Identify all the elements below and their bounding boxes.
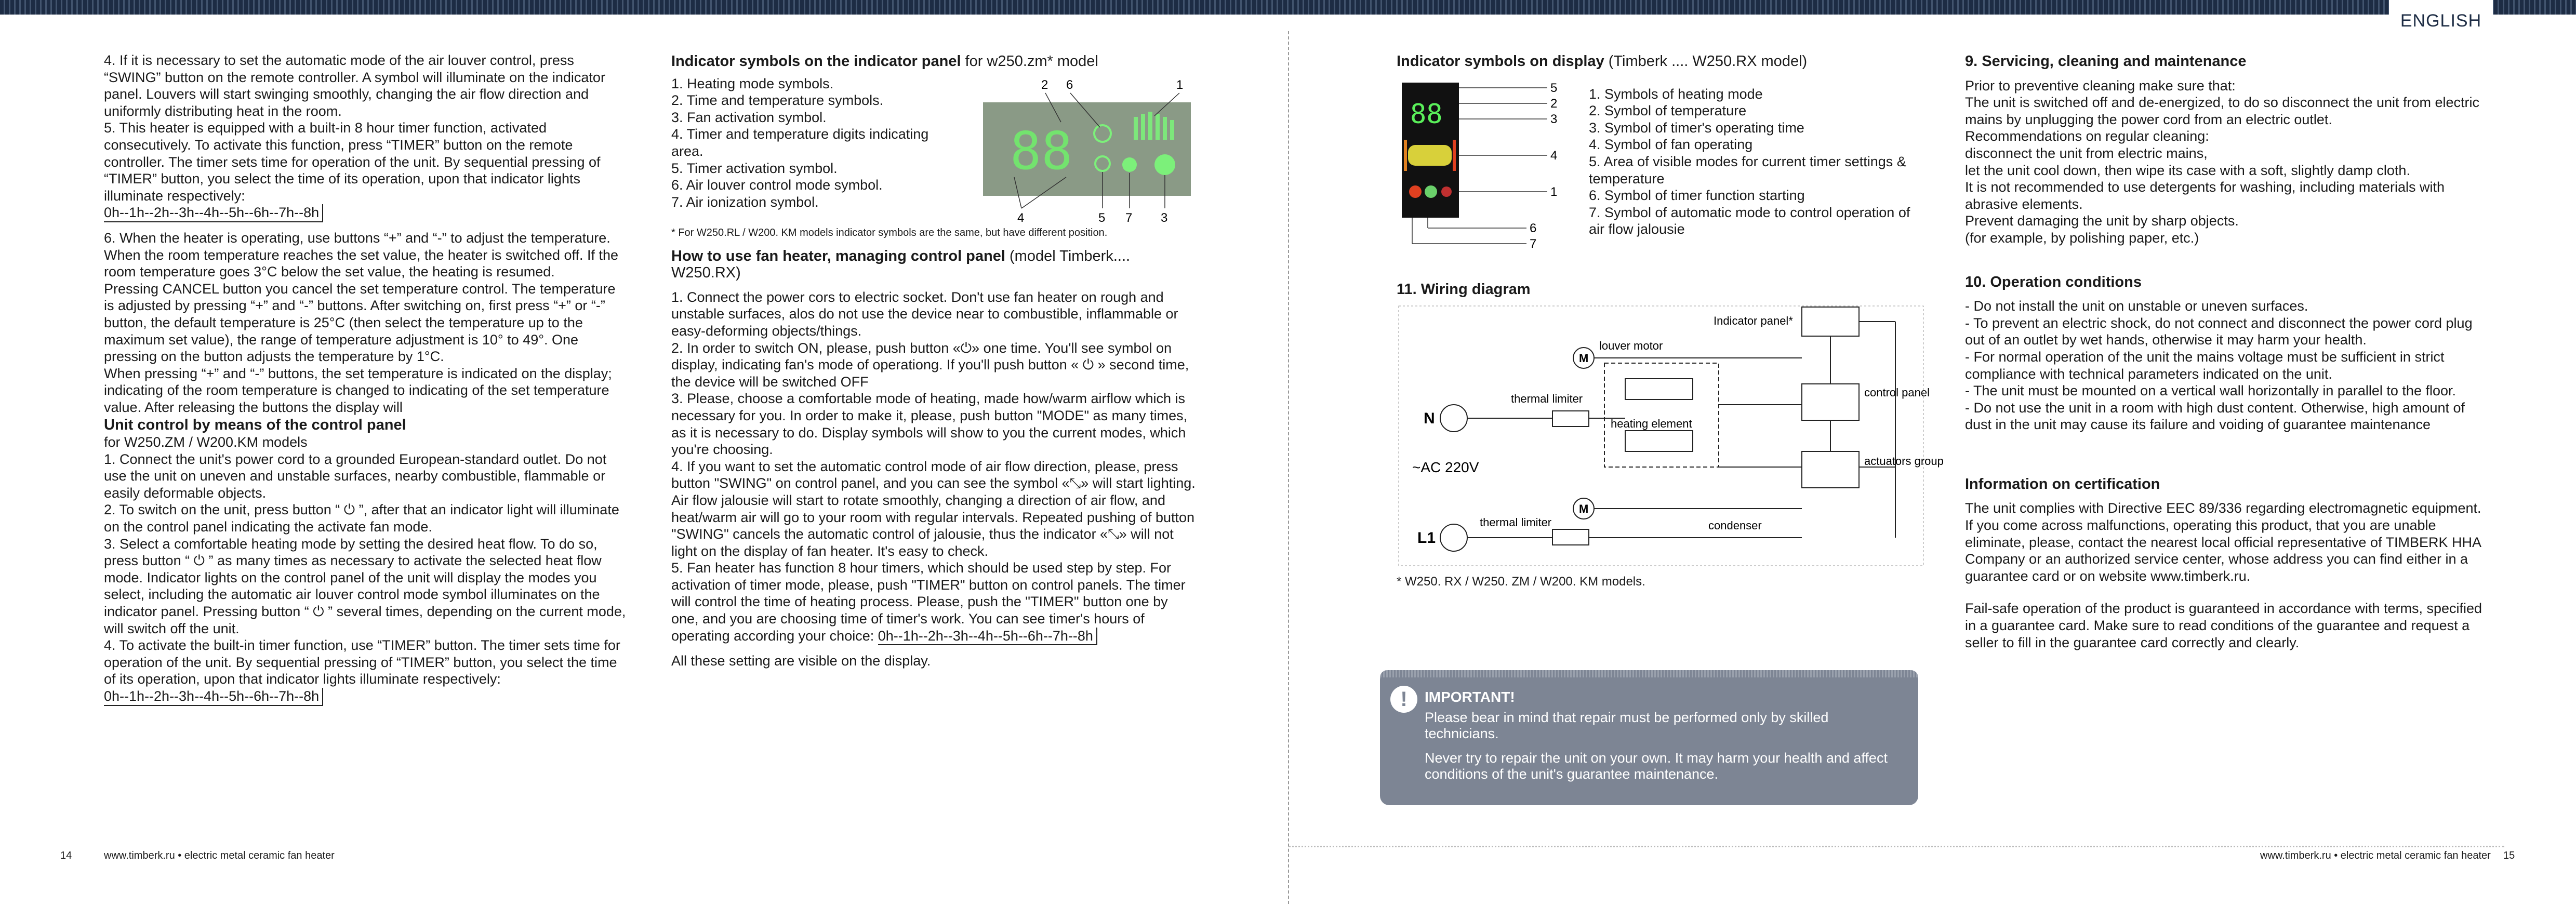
page-divider [1288,31,1289,904]
list-item: 1. Heating mode symbols. [671,75,834,91]
display-illustration [1397,77,1563,254]
ion-icon [1122,157,1137,172]
footer-rule [1289,846,2504,847]
paragraph: All these setting are visible on the display. [671,653,931,669]
paragraph: - The unit must be mounted on a vertical wall horizontally in parallel to the floor. [1965,383,2456,399]
list-item: 3. Fan activation symbol. [671,109,827,125]
display-digits: 88 [1410,98,1443,130]
paragraph: When pressing “+” and “-” buttons, the set temperature is indicated on the display; indicating of the room temperature is changed to indicating of the set temperature value. After releasing the buttons the display will [104,365,612,415]
section-heading: 10. Operation conditions [1965,273,2142,290]
svg-text:3: 3 [1550,112,1558,126]
paragraph: It is not recommended to use detergents for washing, including materials with abrasive elements. [1965,179,2445,212]
wiring-label: Indicator panel* [1714,314,1793,328]
callout-label: 6 [1066,77,1073,92]
wiring-label: thermal limiter [1480,516,1552,529]
list-item: 3. Symbol of timer's operating time [1589,119,1804,136]
page-number: 14 [60,850,72,861]
wiring-label: thermal limiter [1511,392,1583,406]
paragraph: The unit complies with Directive EEC 89/336 regarding electromagnetic equipment. [1965,500,2481,516]
wiring-label: L1 [1417,529,1436,547]
wiring-label: heating element [1611,417,1692,431]
callout-label: 7 [1125,210,1133,225]
paragraph: Pressing CANCEL button you cancel the set temperature control. The temperature is adjusted by pressing “+” and “-” buttons. After switching on, first press “+” or “-” button, the default temperature is 25°C (then select the temperature up to the maximum set value), the range of temperature adjustment is 10° to 49°. One pressing on the button adjusts the temperature by 1°C. [104,281,616,365]
callout-label: 4 [1017,210,1025,225]
svg-text:6: 6 [1530,221,1537,235]
page-number: 15 [2503,850,2515,861]
list-item: 7. Air ionization symbol. [671,194,819,210]
paragraph: 5. Fan heater has function 8 hour timers, which should be used step by step. For activation of timer mode, please, push "TIMER" button on control panels. The timer will control the time of heating process. Please, push the "TIMER" button one by one, and you are choosing time of timer's work. You can see timer's hours of operating according your choice: 0h--1h--2h--3h--4h--5h--6h--7h--8h [671,559,1196,645]
wiring-diagram [1397,301,1944,571]
warning-icon: ! [1390,686,1417,713]
callout-label: 2 [1041,77,1048,92]
section-subheading: for W250.ZM / W200.KM models [104,434,308,450]
list-item: 5. Timer activation symbol. [671,160,838,176]
svg-text:7: 7 [1530,236,1537,251]
display-symbol-list [1589,86,1921,238]
list-item: 6. Symbol of timer function starting [1589,188,1805,204]
callout-label: 1 [1176,77,1184,92]
paragraph: (for example, by polishing paper, etc.) [1965,230,2199,246]
timer-sequence: 0h--1h--2h--3h--4h--5h--6h--7h--8h [104,204,629,222]
list-item: 2. Time and temperature symbols. [671,92,884,109]
list-item: 1. Symbols of heating mode [1589,86,1763,102]
svg-text:5: 5 [1550,81,1558,95]
paragraph: If you come across malfunctions, operating this product, that you are unable eliminate, please, contact the nearest local official representative of TIMBERK HHA Company or an authorized service center, whose address you can find either in a guarantee card or on website www.timberk.ru. [1965,517,2481,584]
swing-symbol [1425,185,1437,198]
fan-symbol [1408,145,1452,166]
paragraph: - Do not install the unit on unstable or uneven surfaces. [1965,298,2308,314]
list-item: 5. Area of visible modes for current timer settings & temperature [1589,153,1906,186]
list-item: 4. Symbol of fan operating [1589,137,1753,153]
paragraph: 2. In order to switch ON, please, push button «⏻» one time. You'll see symbol on display, indicating fan's mode of operationg. If you'll push button « ⏻ » second time, the device will be switched OFF [671,340,1189,390]
callout-label: 5 [1098,210,1106,225]
svg-text:1: 1 [1550,184,1558,199]
section-heading: 9. Servicing, cleaning and maintenance [1965,53,2247,70]
paragraph: Prevent damaging the unit by sharp objects. [1965,213,2239,229]
list-item: 2. Symbol of temperature [1589,103,1747,119]
right-column-1 [1397,52,1944,589]
paragraph: 2. To switch on the unit, press button “ ⏻ ”, after that an indicator light will illuminate on the control panel indicating the activate fan mode. [104,502,619,535]
list-item: 6. Air louver control mode symbol. [671,177,883,193]
callout-label: 3 [1161,210,1168,225]
footer-site: www.timberk.ru • electric metal ceramic fan heater [2260,850,2491,861]
paragraph: 1. Connect the power cors to electric socket. Don't use fan heater on rough and unstable surfaces, alos do not use the device near to combustible, inflammable or easy-deforming objects/things. [671,289,1178,339]
paragraph: disconnect the unit from electric mains, [1965,145,2208,161]
panel-digits: 88 [1010,120,1073,181]
svg-text:4: 4 [1550,148,1558,163]
indicator-panel-block [671,75,1196,226]
list-item: 7. Symbol of automatic mode to control operation of air flow jalousie [1589,204,1910,237]
left-column-1 [104,52,629,706]
section-heading: 11. Wiring diagram [1397,281,1531,298]
top-decorative-bar [0,0,2576,15]
paragraph: 1. Connect the unit's power cord to a grounded European-standard outlet. Do not use the unit on uneven and unstable surfaces, nearby combustible, flammable or easily deformable objects. [104,451,607,501]
paragraph: 4. If you want to set the automatic control mode of air flow direction, please, press button "SWING" on control panel, and you can see the symbol «⤡» will start lighting. Air flow jalousie will start to rotate smoothly, changing a direction of air flow, and heat/warm air will go to your room with regular intervals. Repeated pushing of button "SWING" cancels the automatic control of jalousie, thus the indicator «⤡» will not light on the display of fan heater. It's easy to check. [671,458,1196,559]
paragraph: The unit is switched off and de-energized, to do so disconnect the unit from electric mains by unplugging the power cord from an electric outlet. [1965,95,2480,127]
paragraph: 5. This heater is equipped with a built-in 8 hour timer function, activated consecutively. To activate this function, press “TIMER” button on the remote controller. The timer sets time for operation of the unit. By sequential pressing of “TIMER” button, you select the time of its operation, upon that indicator lights illuminate respectively: [104,120,601,204]
wiring-note: * W250. RX / W250. ZM / W200. KM models. [1397,574,1645,589]
timer-sequence: 0h--1h--2h--3h--4h--5h--6h--7h--8h [104,688,629,706]
left-column-2 [671,52,1196,670]
svg-text:2: 2 [1550,96,1558,111]
section-heading: Indicator symbols on display (Timberk .... W250.RX model) [1397,53,1808,70]
footnote: * For W250.RL / W200. KM models indicator symbols are the same, but have different position. [671,226,1108,238]
indicator-list [671,75,941,211]
section-heading: Unit control by means of the control panel [104,417,406,434]
wiring-label: N [1424,410,1435,428]
timer-symbol [1409,185,1422,198]
paragraph: - To prevent an electric shock, do not connect and disconnect the power cord plug out of an outlet by wet hands, otherwise it may harm your health. [1965,315,2473,348]
motor-icon: M [1579,502,1589,516]
section-heading: Information on certification [1965,475,2160,492]
important-notice [1380,670,1918,805]
paragraph: Prior to preventive cleaning make sure that: [1965,77,2236,94]
paragraph: - Do not use the unit in a room with high dust content. Otherwise, high amount of dust in the unit may cause its failure and voiding of guarantee maintenance [1965,399,2465,433]
paragraph: let the unit cool down, then wipe its case with a soft, slightly damp cloth. [1965,162,2410,178]
paragraph: 4. If it is necessary to set the automatic mode of the air louver control, press “SWING” button on the remote controller. A symbol will illuminate on the indicator panel. Louvers will start swinging smoothly, changing the air flow direction and uniformly distributing heat in the room. [104,52,605,119]
section-heading: Indicator symbols on the indicator panel for w250.zm* model [671,53,1098,70]
wiring-label: ~AC 220V [1412,459,1479,476]
display-symbols-block [1397,77,1921,254]
paragraph: Fail-safe operation of the product is guaranteed in accordance with terms, specified in a guarantee card. Make sure to read conditions of the guarantee and request a seller to fill in the guarantee card correctly and clearly. [1965,601,2482,650]
paragraph: - For normal operation of the unit the mains voltage must be sufficient in strict compliance with technical parameters indicated on the unit. [1965,349,2445,382]
wiring-label: louver motor [1599,339,1663,353]
notice-body: Please bear in mind that repair must be performed only by skilled technicians. Never try to repair the unit on your own. It may harm your health and affect conditions of the unit's guarantee maintenance. [1425,710,1888,782]
language-tab: ENGLISH [2389,0,2493,36]
indicator-panel-illustration [983,75,1191,226]
wiring-label: actuators group [1864,455,1944,468]
footer-site: www.timberk.ru • electric metal ceramic fan heater [104,850,335,861]
paragraph: 3. Select a comfortable heating mode by setting the desired heat flow. To do so, press button “ ⏻ ” as many times as necessary to activate the selected heat flow mode. Indicator lights on the control panel of the unit will display the modes you select, including the automatic air louver control mode symbol illuminates on the indicator panel. Pressing button “ ⏻ ” several times, depending on the current mode, will switch off the unit. [104,536,626,636]
right-column-2 [1965,52,2490,651]
paragraph: 6. When the heater is operating, use buttons “+” and “-” to adjust the temperature. When the room temperature reaches the set value, the heater is switched off. If the room temperature goes 3°C below the set value, the heating is resumed. [104,230,619,280]
paragraph: Recommendations on regular cleaning: [1965,128,2209,144]
notice-title: IMPORTANT! [1425,689,1515,705]
paragraph: 3. Please, choose a comfortable mode of heating, made how/warm airflow which is necessary for you. In order to make it, please, push button "MODE" as many times, as it is necessary to do. Display symbols will show to you the current modes, which you're choosing. [671,391,1188,458]
list-item: 4. Timer and temperature digits indicating area. [671,126,929,159]
motor-icon: M [1579,352,1589,365]
wiring-label: control panel [1864,386,1930,399]
wiring-label: condenser [1708,519,1762,532]
section-heading: How to use fan heater, managing control panel (model Timberk.... W250.RX) [671,247,1131,282]
paragraph: 4. To activate the built-in timer function, use “TIMER” button. The timer sets time for operation of the unit. By sequential pressing of “TIMER” button, you select the time of its operation, upon that indicator lights illuminate respectively: [104,637,620,687]
fan-icon [1154,154,1175,175]
